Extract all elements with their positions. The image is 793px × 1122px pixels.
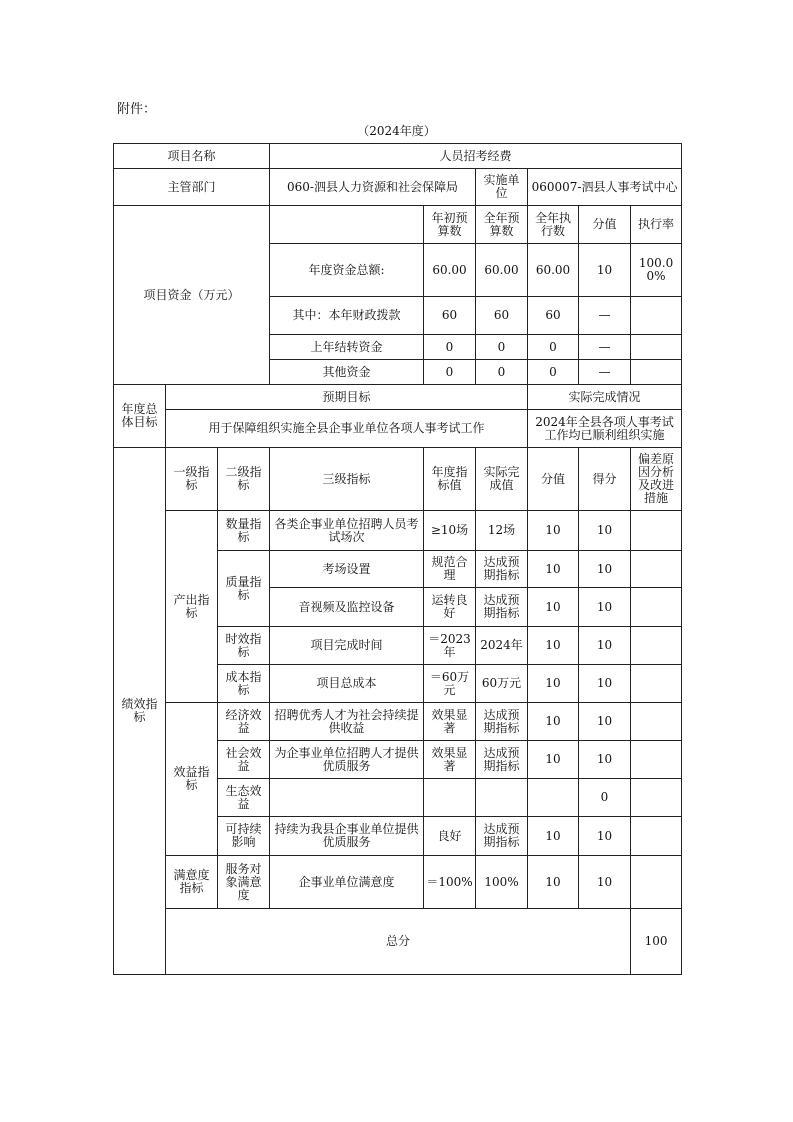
indicator-score-value: 10	[528, 665, 579, 703]
expected-goal-label: 预期目标	[166, 385, 528, 410]
funds-row-initial: 60.00	[424, 244, 476, 297]
funds-row-label: 其他资金	[270, 360, 424, 385]
indicator-score-value: 10	[528, 511, 579, 551]
indicator-target	[424, 779, 476, 817]
header-deviation: 偏差原因分析及改进措施	[631, 448, 682, 511]
goals-label: 年度总体目标	[114, 385, 166, 448]
funds-header-annual: 全年预算数	[476, 206, 528, 244]
indicator-deviation	[631, 511, 682, 551]
indicator-target: 运转良好	[424, 588, 476, 627]
indicator-name: 项目总成本	[270, 665, 424, 703]
header-level1: 一级指标	[166, 448, 218, 511]
funds-row-rate	[631, 360, 682, 385]
funds-row-executed: 60.00	[528, 244, 579, 297]
total-label: 总分	[166, 909, 631, 975]
performance-label: 绩效指标	[114, 448, 166, 975]
indicator-deviation	[631, 856, 682, 909]
project-name-value: 人员招考经费	[270, 144, 682, 169]
funds-row-annual: 0	[476, 360, 528, 385]
funds-row-initial: 60	[424, 297, 476, 335]
indicator-actual: 达成预期指标	[476, 703, 528, 741]
funds-header-initial: 年初预算数	[424, 206, 476, 244]
quantity-indicator-label: 数量指标	[218, 511, 270, 551]
indicator-score: 10	[579, 551, 631, 588]
indicator-score: 10	[579, 511, 631, 551]
indicator-actual	[476, 779, 528, 817]
indicator-name: 各类企事业单位招聘人员考试场次	[270, 511, 424, 551]
indicator-score-value: 10	[528, 703, 579, 741]
indicator-target: 良好	[424, 817, 476, 856]
funds-row-initial: 0	[424, 335, 476, 360]
indicator-deviation	[631, 665, 682, 703]
funds-row-executed: 0	[528, 335, 579, 360]
indicator-row	[114, 703, 682, 741]
header-annual-target: 年度指标值	[424, 448, 476, 511]
indicator-name: 项目完成时间	[270, 627, 424, 665]
indicator-deviation	[631, 627, 682, 665]
ecological-benefit-label: 生态效益	[218, 779, 270, 817]
dept-label: 主管部门	[114, 169, 270, 206]
funds-row-label: 年度资金总额:	[270, 244, 424, 297]
indicator-score-value: 10	[528, 856, 579, 909]
funds-row-annual: 0	[476, 335, 528, 360]
benefit-indicator-label: 效益指标	[166, 703, 218, 856]
time-indicator-label: 时效指标	[218, 627, 270, 665]
goals-header-row	[114, 385, 682, 410]
impl-label: 实施单位	[476, 169, 528, 206]
project-name-label: 项目名称	[114, 144, 270, 169]
funds-row-annual: 60	[476, 297, 528, 335]
actual-completion-label: 实际完成情况	[528, 385, 682, 410]
service-satisfaction-label: 服务对象满意度	[218, 856, 270, 909]
attachment-label: 附件：	[117, 102, 157, 117]
indicator-deviation	[631, 741, 682, 779]
actual-completion-text: 2024年全县各项人事考试工作均已顺利组织实施	[528, 410, 682, 448]
indicator-deviation	[631, 779, 682, 817]
indicator-score-value	[528, 779, 579, 817]
indicator-score-value: 10	[528, 551, 579, 588]
funds-row-annual: 60.00	[476, 244, 528, 297]
cost-indicator-label: 成本指标	[218, 665, 270, 703]
indicator-row	[114, 856, 682, 909]
output-indicator-label: 产出指标	[166, 511, 218, 703]
funds-row-rate: 100.00%	[631, 244, 682, 297]
indicator-name: 持续为我县企事业单位提供优质服务	[270, 817, 424, 856]
funds-row-executed: 0	[528, 360, 579, 385]
indicator-score: 10	[579, 703, 631, 741]
indicator-name: 为企事业单位招聘人才提供优质服务	[270, 741, 424, 779]
funds-label: 项目资金（万元）	[114, 206, 270, 385]
funds-row-rate	[631, 297, 682, 335]
funds-header-executed: 全年执行数	[528, 206, 579, 244]
indicator-score: 10	[579, 627, 631, 665]
funds-row-initial: 0	[424, 360, 476, 385]
indicator-target: 规范合理	[424, 551, 476, 588]
indicator-score-value: 10	[528, 627, 579, 665]
indicator-target: ≥10场	[424, 511, 476, 551]
funds-row-score-value: —	[579, 297, 631, 335]
impl-value: 060007-泗县人事考试中心	[528, 169, 682, 206]
funds-row-score-value: —	[579, 335, 631, 360]
funds-header-score-value: 分值	[579, 206, 631, 244]
indicator-actual: 达成预期指标	[476, 551, 528, 588]
indicator-name: 企事业单位满意度	[270, 856, 424, 909]
indicator-score: 10	[579, 665, 631, 703]
expected-goal-text: 用于保障组织实施全县企事业单位各项人事考试工作	[166, 410, 528, 448]
funds-row-score-value: —	[579, 360, 631, 385]
indicator-target: ＝60万元	[424, 665, 476, 703]
indicator-deviation	[631, 588, 682, 627]
funds-row-label: 其中：本年财政拨款	[270, 297, 424, 335]
performance-evaluation-table	[113, 143, 682, 975]
satisfaction-indicator-label: 满意度指标	[166, 856, 218, 909]
project-name-row	[114, 144, 682, 169]
indicator-actual: 达成预期指标	[476, 588, 528, 627]
indicator-actual: 12场	[476, 511, 528, 551]
department-row	[114, 169, 682, 206]
funds-row-executed: 60	[528, 297, 579, 335]
indicator-target: 效果显著	[424, 741, 476, 779]
header-level3: 三级指标	[270, 448, 424, 511]
indicator-name: 招聘优秀人才为社会持续提供收益	[270, 703, 424, 741]
funds-header-blank	[270, 206, 424, 244]
funds-row-rate	[631, 335, 682, 360]
dept-value: 060-泗县人力资源和社会保障局	[270, 169, 476, 206]
indicator-actual: 60万元	[476, 665, 528, 703]
header-actual-value: 实际完成值	[476, 448, 528, 511]
economic-benefit-label: 经济效益	[218, 703, 270, 741]
indicator-score-value: 10	[528, 741, 579, 779]
total-score-value: 100	[631, 909, 682, 975]
indicator-score: 10	[579, 817, 631, 856]
funds-header-row	[114, 206, 682, 244]
year-label: （2024年度）	[357, 124, 436, 138]
indicator-deviation	[631, 551, 682, 588]
indicator-score: 10	[579, 856, 631, 909]
indicator-actual: 2024年	[476, 627, 528, 665]
indicator-actual: 达成预期指标	[476, 741, 528, 779]
indicator-name: 考场设置	[270, 551, 424, 588]
indicator-score: 10	[579, 588, 631, 627]
funds-row-label: 上年结转资金	[270, 335, 424, 360]
indicator-actual: 达成预期指标	[476, 817, 528, 856]
header-score: 得分	[579, 448, 631, 511]
indicator-score: 10	[579, 741, 631, 779]
sustainable-impact-label: 可持续影响	[218, 817, 270, 856]
performance-header-row	[114, 448, 682, 511]
funds-row-score-value: 10	[579, 244, 631, 297]
indicator-actual: 100%	[476, 856, 528, 909]
indicator-target: 效果显著	[424, 703, 476, 741]
indicator-score: 0	[579, 779, 631, 817]
social-benefit-label: 社会效益	[218, 741, 270, 779]
indicator-deviation	[631, 703, 682, 741]
indicator-row	[114, 511, 682, 551]
indicator-score-value: 10	[528, 588, 579, 627]
indicator-name: 音视频及监控设备	[270, 588, 424, 627]
indicator-name	[270, 779, 424, 817]
indicator-deviation	[631, 817, 682, 856]
header-score-value: 分值	[528, 448, 579, 511]
indicator-score-value: 10	[528, 817, 579, 856]
indicator-target: ＝100%	[424, 856, 476, 909]
total-row	[114, 909, 682, 975]
funds-header-rate: 执行率	[631, 206, 682, 244]
quality-indicator-label: 质量指标	[218, 551, 270, 627]
header-level2: 二级指标	[218, 448, 270, 511]
goals-content-row	[114, 410, 682, 448]
indicator-target: ＝2023年	[424, 627, 476, 665]
